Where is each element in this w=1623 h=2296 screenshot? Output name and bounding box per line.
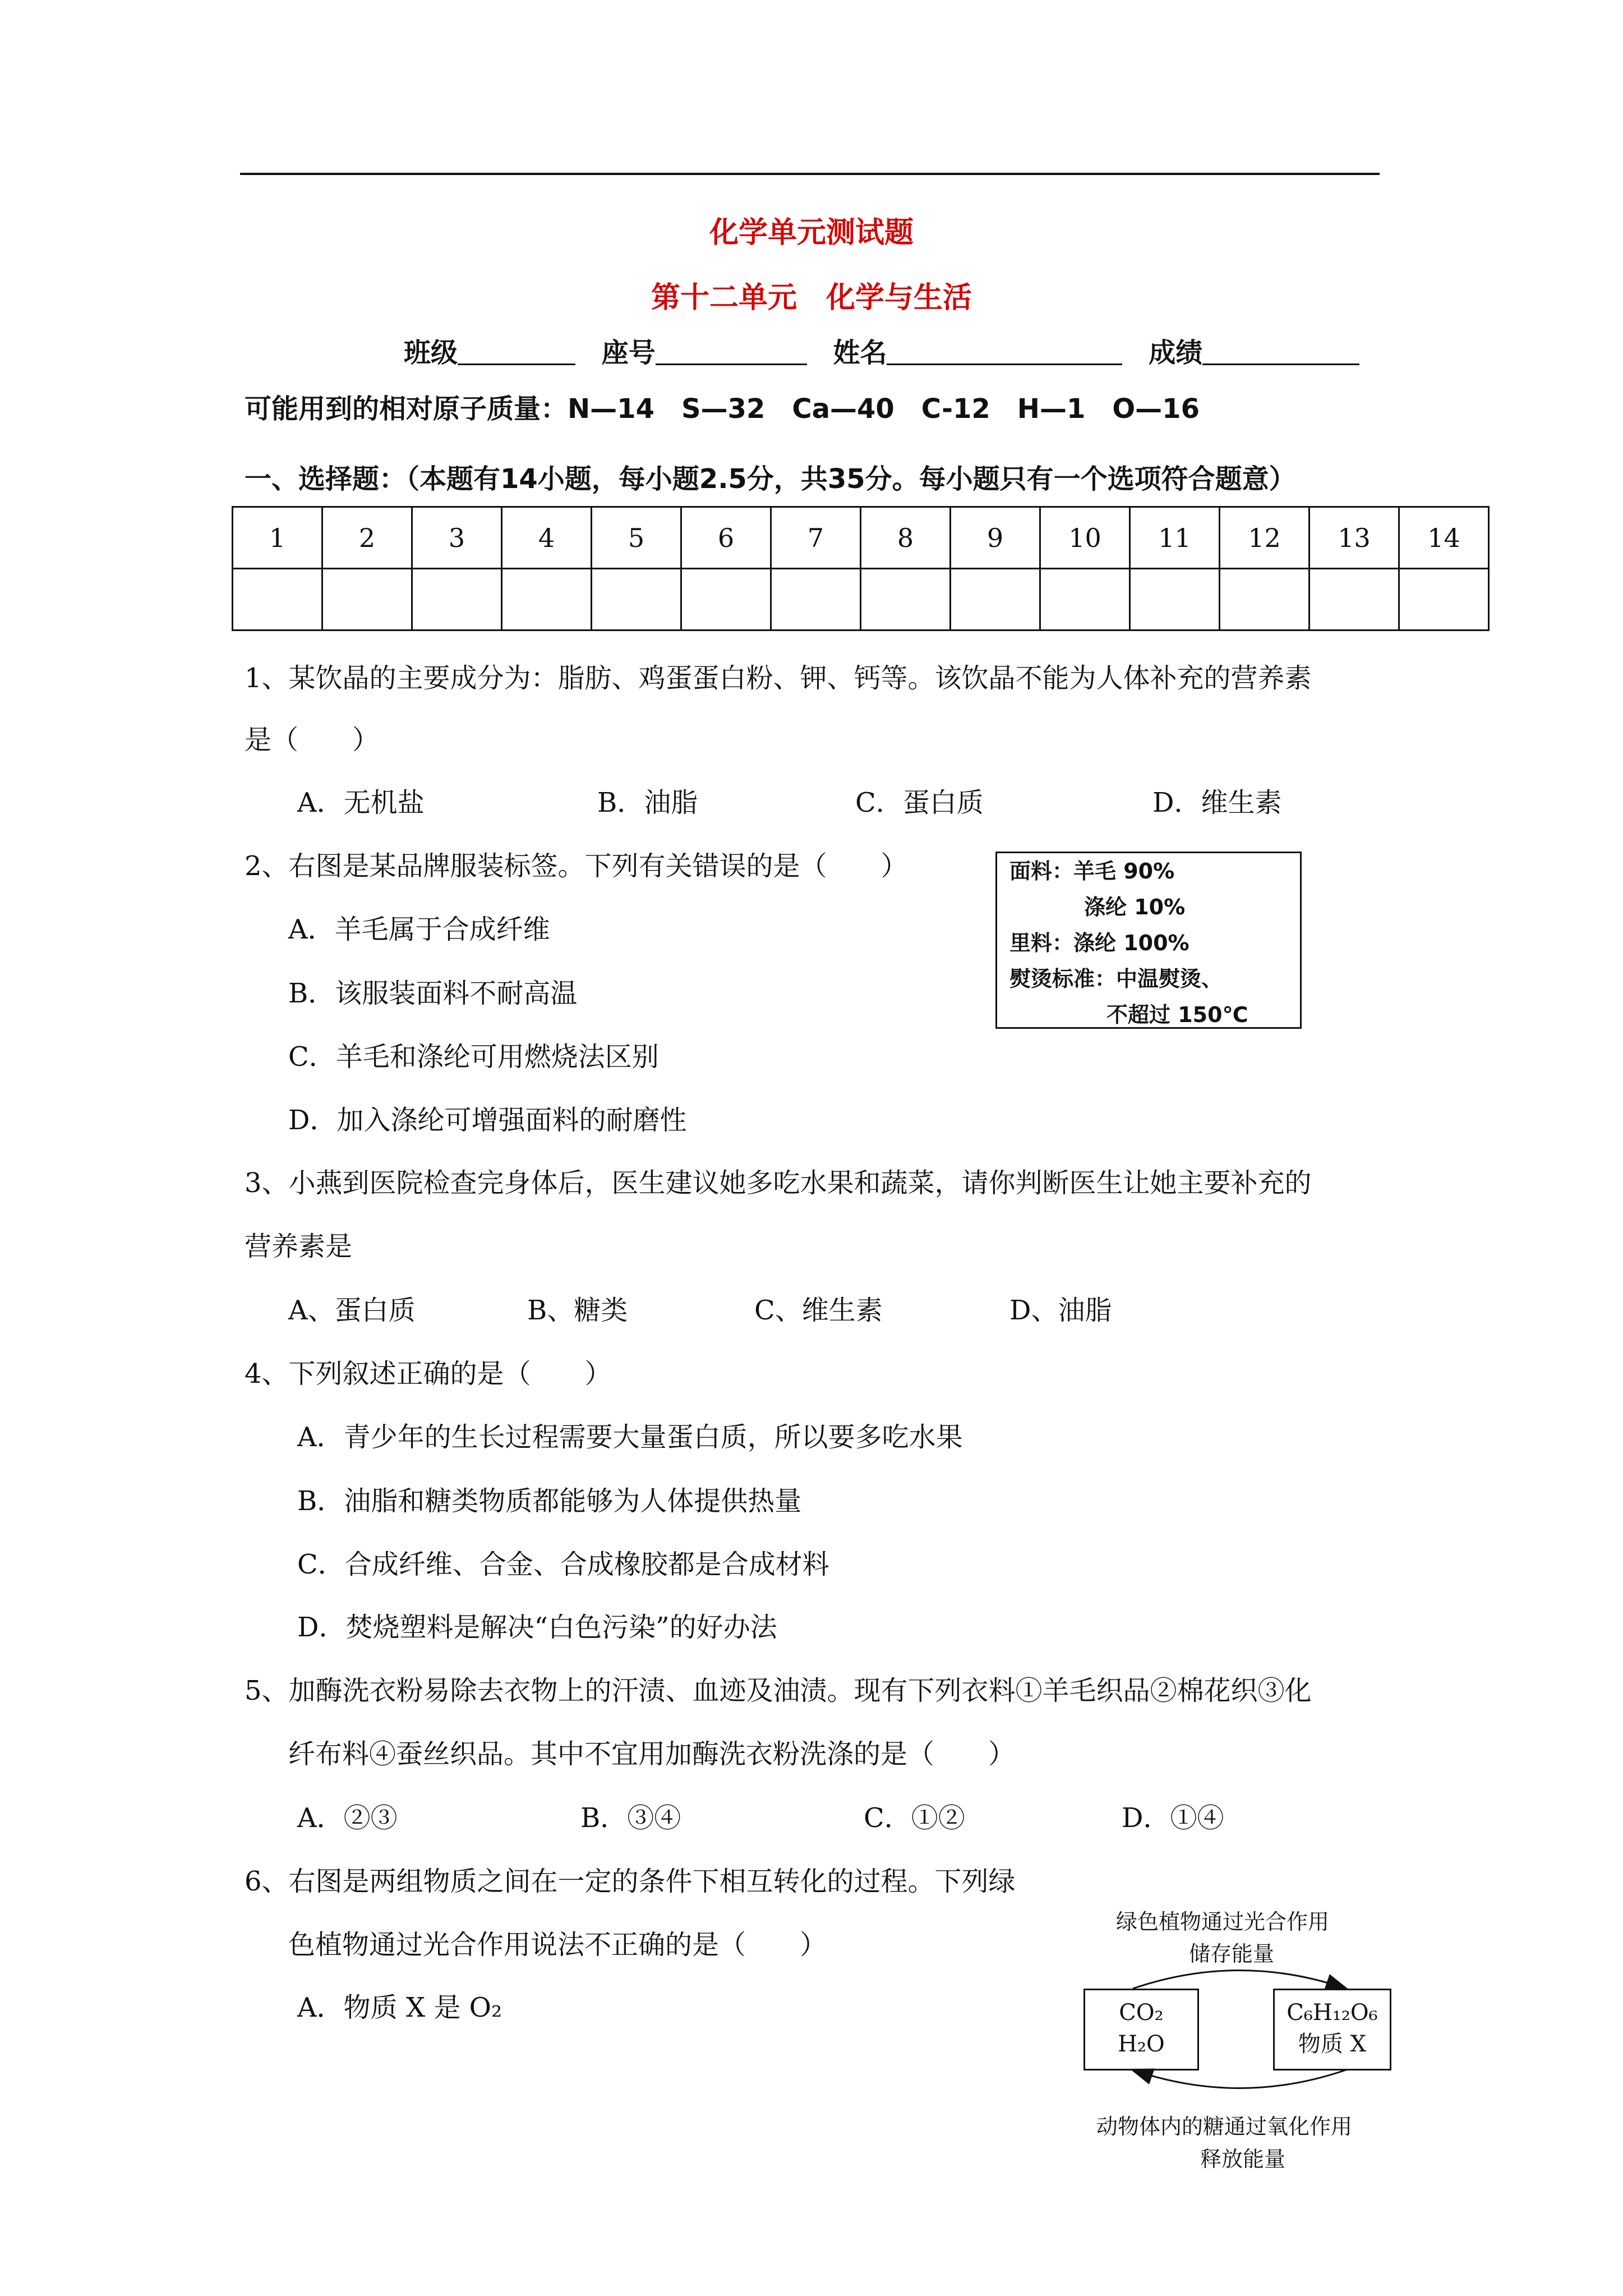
q1-stem: 1、某饮晶的主要成分为：脂肪、鸡蛋蛋白粉、钾、钙等。该饮晶不能为人体补充的营养素 — [245, 662, 1312, 694]
answer-cell[interactable] — [233, 569, 322, 631]
answer-number: 4 — [502, 507, 592, 569]
class-label: 班级 — [404, 337, 458, 369]
diagram-bottom-text-2: 释放能量 — [1200, 2147, 1286, 2171]
q1-stem-cont: 是（ ） — [245, 724, 380, 756]
answer-number: 11 — [1130, 507, 1220, 569]
q4-option-a[interactable]: A．青少年的生长过程需要大量蛋白质，所以要多吃水果 — [297, 1421, 963, 1453]
q4-option-c[interactable]: C．合成纤维、合金、合成橡胶都是合成材料 — [297, 1549, 829, 1580]
label-line-fabric-polyester: 涤纶 10% — [1084, 895, 1186, 919]
q6-stem: 6、右图是两组物质之间在一定的条件下相互转化的过程。下列绿 — [245, 1866, 1016, 1897]
answer-cell[interactable] — [1399, 569, 1489, 631]
q3-option-d[interactable]: D、油脂 — [1009, 1295, 1112, 1326]
q5-stem: 5、加酶洗衣粉易除去衣物上的汗渍、血迹及油渍。现有下列衣料①羊毛织品②棉花织③化 — [245, 1675, 1312, 1706]
q3-stem-cont: 营养素是 — [245, 1231, 353, 1262]
answer-cell[interactable] — [1130, 569, 1220, 631]
q6-option-a[interactable]: A．物质 X 是 O₂ — [297, 1992, 502, 2023]
answer-table — [232, 506, 1490, 631]
q5-option-b[interactable]: B．③④ — [580, 1802, 681, 1834]
q4-stem: 4、下列叙述正确的是（ ） — [245, 1358, 612, 1389]
reactant-co2: CO₂ — [1119, 2000, 1164, 2026]
name-blank[interactable] — [887, 341, 1122, 365]
q5-option-d[interactable]: D．①④ — [1122, 1802, 1224, 1834]
page-subtitle: 第十二单元 化学与生活 — [651, 281, 972, 315]
answer-number: 12 — [1220, 507, 1310, 569]
label-line-temp: 不超过 150℃ — [1106, 1002, 1248, 1027]
answer-number: 9 — [951, 507, 1040, 569]
arrow-bottom-curve — [1133, 2070, 1346, 2088]
page-title: 化学单元测试题 — [709, 216, 914, 250]
q2-stem: 2、右图是某品牌服装标签。下列有关错误的是（ ） — [245, 850, 908, 882]
q5-stem-cont: 纤布料④蚕丝织品。其中不宜用加酶洗衣粉洗涤的是（ ） — [288, 1738, 1016, 1770]
diagram-top-text: 绿色植物通过光合作用 — [1116, 1910, 1330, 1934]
atomic-masses: 可能用到的相对原子质量：N—14 S—32 Ca—40 C-12 H—1 O—16 — [245, 393, 1200, 425]
answer-number: 8 — [861, 507, 951, 569]
q6-stem-cont: 色植物通过光合作用说法不正确的是（ ） — [288, 1929, 827, 1961]
q4-option-b[interactable]: B．油脂和糖类物质都能够为人体提供热量 — [297, 1485, 802, 1517]
reactant-h2o: H₂O — [1118, 2031, 1165, 2057]
answer-number: 13 — [1310, 507, 1399, 569]
answer-cell[interactable] — [681, 569, 771, 631]
diagram-top-text-2: 储存能量 — [1189, 1941, 1275, 1966]
score-label: 成绩 — [1149, 337, 1203, 369]
q2-option-d[interactable]: D．加入涤纶可增强面料的耐磨性 — [288, 1105, 687, 1136]
q3-option-a[interactable]: A、蛋白质 — [288, 1295, 416, 1326]
section1-heading: 一、选择题：（本题有14小题，每小题2.5分，共35分。每小题只有一个选项符合题意） — [245, 463, 1296, 495]
answer-number-row — [233, 507, 1489, 569]
answer-cell[interactable] — [502, 569, 592, 631]
label-line-lining: 里料：涤纶 100% — [1009, 931, 1189, 955]
seat-label: 座号 — [601, 337, 656, 369]
top-rule — [240, 173, 1380, 175]
answer-cell[interactable] — [771, 569, 861, 631]
arrow-top-curve — [1133, 1971, 1346, 1989]
answer-number: 2 — [322, 507, 412, 569]
q3-option-b[interactable]: B、糖类 — [527, 1295, 628, 1326]
answer-cell[interactable] — [1220, 569, 1310, 631]
label-line-fabric: 面料：羊毛 90% — [1009, 859, 1175, 884]
q5-option-c[interactable]: C．①② — [864, 1802, 965, 1834]
q5-option-a[interactable]: A．②③ — [297, 1802, 398, 1834]
answer-cell[interactable] — [412, 569, 502, 631]
q2-option-c[interactable]: C．羊毛和涤纶可用燃烧法区别 — [288, 1041, 659, 1073]
answer-number: 7 — [771, 507, 861, 569]
answer-number: 10 — [1040, 507, 1130, 569]
products-box — [1273, 1989, 1391, 2070]
score-blank[interactable] — [1202, 341, 1359, 365]
q2-option-a[interactable]: A．羊毛属于合成纤维 — [288, 914, 550, 945]
answer-cell[interactable] — [1040, 569, 1130, 631]
product-glucose: C₆H₁₂O₆ — [1287, 2000, 1378, 2026]
name-label: 姓名 — [833, 337, 887, 369]
q1-option-a[interactable]: A．无机盐 — [297, 787, 425, 818]
q1-option-b[interactable]: B．油脂 — [597, 787, 698, 818]
q4-option-d[interactable]: D．焚烧塑料是解决“白色污染”的好办法 — [297, 1612, 777, 1643]
answer-cell[interactable] — [322, 569, 412, 631]
answer-number: 14 — [1399, 507, 1489, 569]
answer-cell[interactable] — [951, 569, 1040, 631]
reactants-box — [1083, 1989, 1199, 2070]
answer-cell[interactable] — [592, 569, 681, 631]
q2-option-b[interactable]: B．该服装面料不耐高温 — [288, 978, 578, 1009]
q1-option-c[interactable]: C．蛋白质 — [855, 787, 984, 818]
answer-number: 6 — [681, 507, 771, 569]
diagram-bottom-text: 动物体内的糖通过氧化作用 — [1096, 2114, 1353, 2139]
student-info-row — [404, 331, 1359, 370]
answer-cell[interactable] — [861, 569, 951, 631]
q1-option-d[interactable]: D．维生素 — [1152, 787, 1282, 818]
answer-cell[interactable] — [1310, 569, 1399, 631]
q3-option-c[interactable]: C、维生素 — [754, 1295, 883, 1326]
answer-number: 5 — [592, 507, 681, 569]
label-line-ironing: 熨烫标准：中温熨烫、 — [1009, 967, 1223, 991]
class-blank[interactable] — [458, 341, 575, 365]
answer-number: 1 — [233, 507, 322, 569]
answer-number: 3 — [412, 507, 502, 569]
clothing-label-box — [995, 852, 1302, 1029]
answer-blank-row — [233, 569, 1489, 631]
seat-blank[interactable] — [656, 341, 807, 365]
q3-stem: 3、小燕到医院检查完身体后，医生建议她多吃水果和蔬菜，请你判断医生让她主要补充的 — [245, 1167, 1312, 1199]
product-x: 物质 X — [1298, 2031, 1367, 2057]
